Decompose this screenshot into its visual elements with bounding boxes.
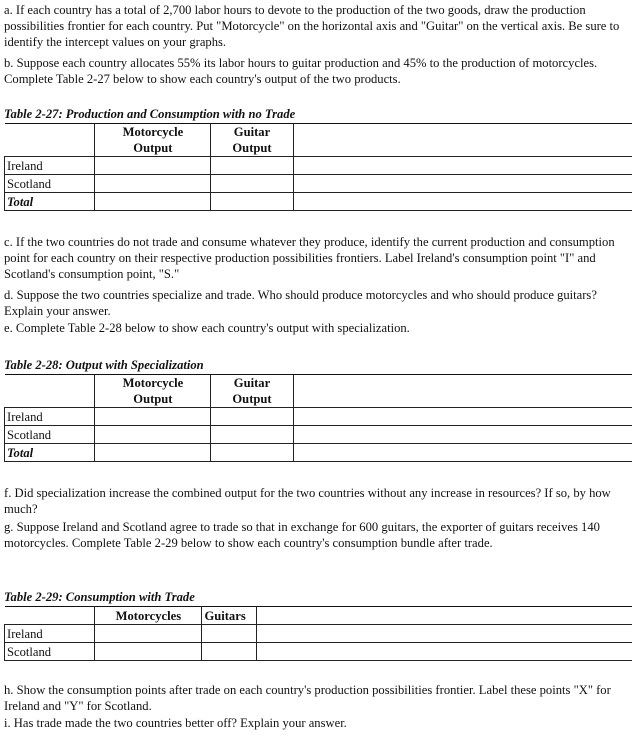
table-29-row bbox=[5, 625, 632, 643]
table-28-cell[interactable] bbox=[293, 426, 632, 444]
question-g: g. Suppose Ireland and Scotland agree to trade so that in exchange for 600 guitars, the exporter of guitars receives 140 motorcycles. Complete Table 2-29 below to show each country's consumption bundle after trade. bbox=[4, 520, 600, 550]
table-28-row-label: Scotland bbox=[5, 426, 95, 444]
table-29-cell[interactable] bbox=[256, 625, 632, 643]
question-i: i. Has trade made the two countries better off? Explain your answer. bbox=[4, 716, 347, 730]
table-29-row-label: Scotland bbox=[5, 643, 95, 661]
table-29-cell[interactable] bbox=[95, 643, 202, 661]
table-27-cell[interactable] bbox=[95, 157, 211, 175]
question-b: b. Suppose each country allocates 55% its labor hours to guitar production and 45% to the production of motorcycles. Complete Table 2-27 below to show each country's output of the two products. bbox=[4, 56, 598, 86]
table-27-cell[interactable] bbox=[95, 193, 211, 211]
table-27-row-label: Scotland bbox=[5, 175, 95, 193]
table-27-caption: Table 2-27: Production and Consumption with no Trade bbox=[4, 107, 296, 121]
table-27-row bbox=[5, 157, 632, 175]
table-29-row-label: Ireland bbox=[5, 625, 95, 643]
table-27-row bbox=[5, 193, 632, 211]
table-27-header-motorcycle: Motorcycle Output bbox=[95, 124, 211, 157]
question-c: c. If the two countries do not trade and consume whatever they produce, identify the current production and consumption point for each country on their respective production possibilities frontiers. Label Ireland's consumption point "I" and Scotland's consumption point, "S." bbox=[4, 235, 615, 281]
table-27-row-label: Total bbox=[5, 193, 95, 211]
question-d: d. Suppose the two countries specialize and trade. Who should produce motorcycles and who should produce guitars? Explain your answer. bbox=[4, 288, 597, 318]
table-28-row bbox=[5, 444, 632, 462]
table-27-cell[interactable] bbox=[293, 193, 632, 211]
table-28-cell[interactable] bbox=[293, 408, 632, 426]
table-27-row-label: Ireland bbox=[5, 157, 95, 175]
table-29-header-motorcycles: Motorcycles bbox=[95, 607, 202, 625]
table-28-cell[interactable] bbox=[95, 408, 211, 426]
table-29-corner bbox=[5, 607, 95, 625]
table-27-header-blank bbox=[293, 124, 632, 157]
table-28-cell[interactable] bbox=[211, 444, 293, 462]
table-28 bbox=[4, 374, 632, 462]
table-28-cell[interactable] bbox=[95, 444, 211, 462]
table-28-row-label: Total bbox=[5, 444, 95, 462]
table-28-row bbox=[5, 408, 632, 426]
table-28-row-label: Ireland bbox=[5, 408, 95, 426]
table-29-cell[interactable] bbox=[95, 625, 202, 643]
table-28-corner bbox=[5, 375, 95, 408]
table-27-corner bbox=[5, 124, 95, 157]
table-27-cell[interactable] bbox=[211, 193, 293, 211]
table-28-header-guitar: Guitar Output bbox=[211, 375, 293, 408]
question-h: h. Show the consumption points after trade on each country's production possibilities frontier. Label these points "X" for Ireland and "Y" for Scotland. bbox=[4, 683, 611, 713]
table-29-cell[interactable] bbox=[256, 643, 632, 661]
table-28-row bbox=[5, 426, 632, 444]
table-27-cell[interactable] bbox=[293, 157, 632, 175]
table-27 bbox=[4, 123, 632, 211]
table-29-row bbox=[5, 643, 632, 661]
table-28-cell[interactable] bbox=[95, 426, 211, 444]
table-27-cell[interactable] bbox=[95, 175, 211, 193]
table-28-cell[interactable] bbox=[211, 426, 293, 444]
table-28-cell[interactable] bbox=[211, 408, 293, 426]
table-27-row bbox=[5, 175, 632, 193]
table-28-header-blank bbox=[293, 375, 632, 408]
table-27-cell[interactable] bbox=[293, 175, 632, 193]
question-e: e. Complete Table 2-28 below to show each country's output with specialization. bbox=[4, 321, 410, 335]
table-27-cell[interactable] bbox=[211, 157, 293, 175]
table-28-header-motorcycle: Motorcycle Output bbox=[95, 375, 211, 408]
question-f: f. Did specialization increase the combined output for the two countries without any increase in resources? If so, by how much? bbox=[4, 486, 611, 516]
table-29-caption: Table 2-29: Consumption with Trade bbox=[4, 590, 195, 604]
table-28-cell[interactable] bbox=[293, 444, 632, 462]
table-29-cell[interactable] bbox=[202, 625, 256, 643]
table-28-caption: Table 2-28: Output with Specialization bbox=[4, 358, 204, 372]
table-27-header-guitar: Guitar Output bbox=[211, 124, 293, 157]
table-29-cell[interactable] bbox=[202, 643, 256, 661]
table-29 bbox=[4, 606, 632, 661]
table-29-header-guitars: Guitars bbox=[202, 607, 256, 625]
table-29-header-blank bbox=[256, 607, 632, 625]
table-27-cell[interactable] bbox=[211, 175, 293, 193]
question-a: a. If each country has a total of 2,700 labor hours to devote to the production of the two goods, draw the production possibilities frontier for each country. Put "Motorcycle" on the horizontal axis and "Guitar" on the vertical axis. Be sure to identify the intercept values on your graphs. bbox=[4, 3, 620, 49]
